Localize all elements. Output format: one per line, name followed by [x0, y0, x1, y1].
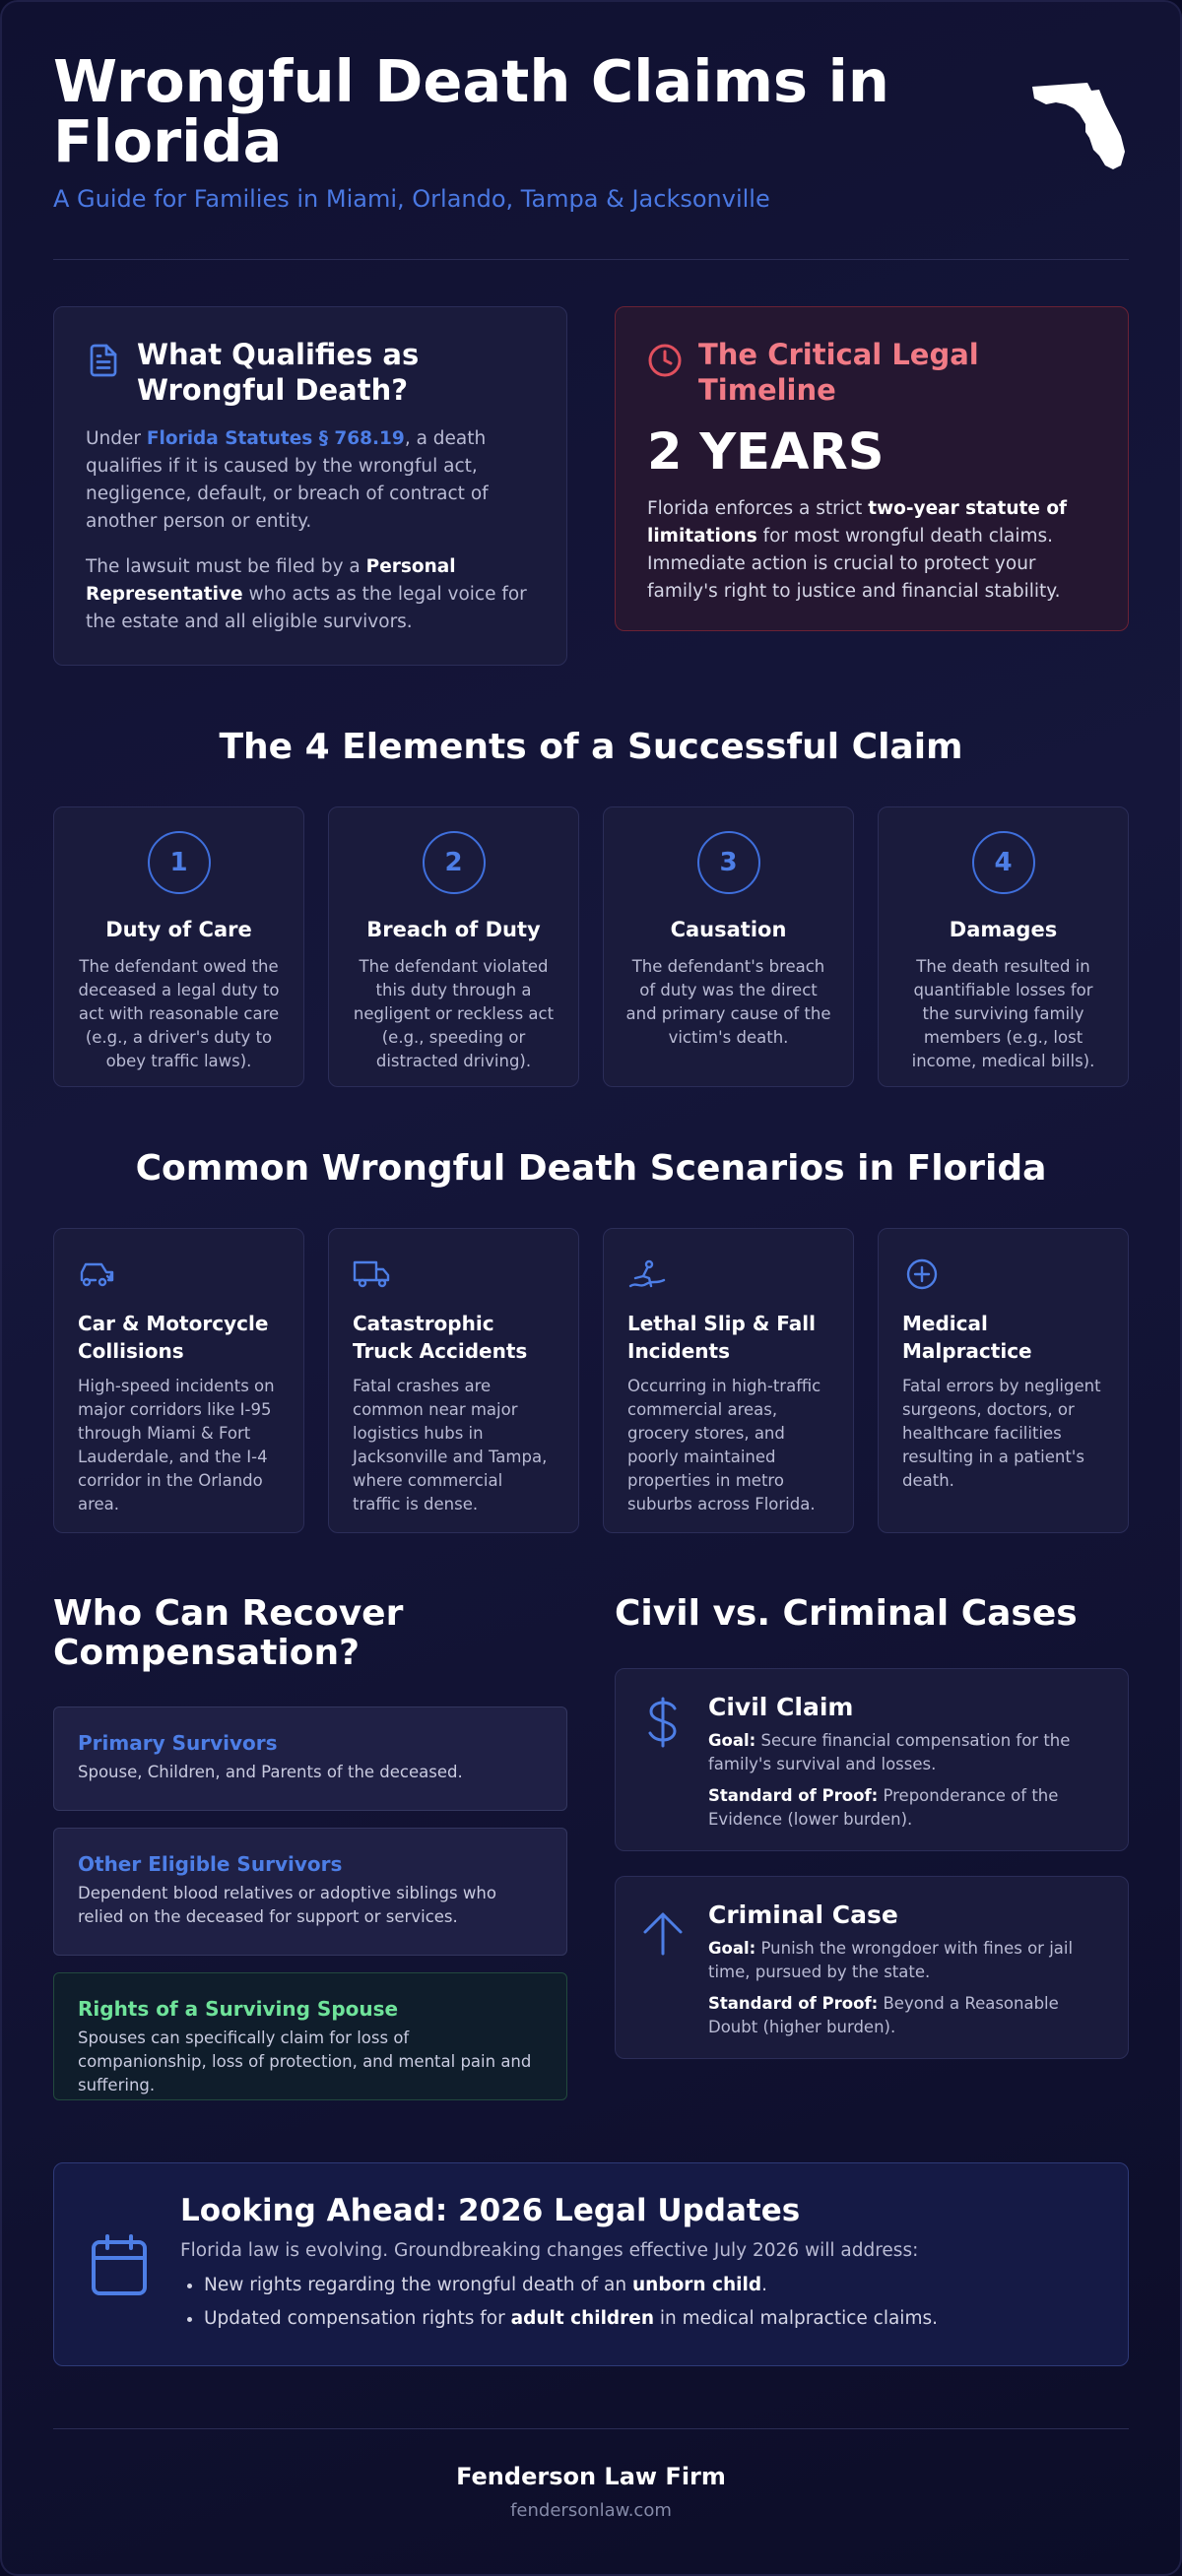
looking-ahead-card: [53, 2162, 1129, 2366]
civil-claim-card: [615, 1668, 1129, 1851]
statute-link[interactable]: Florida Statutes § 768.19: [146, 428, 405, 449]
list-item-pre: Updated compensation rights for: [204, 2308, 511, 2329]
qualifies-text-1: [86, 425, 535, 536]
scenario-card: [603, 1228, 854, 1533]
intro-row: [53, 306, 1129, 666]
arrow-up-icon: [641, 1902, 685, 1958]
looking-ahead-list: [180, 2269, 938, 2336]
footer: [53, 2428, 1129, 2521]
criminal-case-title: Criminal Case: [708, 1900, 898, 1929]
florida-map-icon: [1030, 77, 1129, 175]
page-subtitle: A Guide for Families in Miami, Orlando, Tampa & Jacksonville: [53, 185, 770, 213]
firm-name: Fenderson Law Firm: [456, 2463, 726, 2490]
timeline-big-value: 2 YEARS: [647, 423, 885, 482]
goal-label: Goal:: [708, 1939, 756, 1958]
survivor-desc: Spouses can specifically claim for loss of companionship, loss of protection, and mental pain and suffering.: [78, 2029, 532, 2094]
personal-representative: Personal Representative: [86, 556, 456, 605]
criminal-goal: [708, 1937, 1104, 1984]
timeline-text-post: for most wrongful death claims. Immediate action is crucial to protect your family's right to justice and financial stability.: [647, 526, 1061, 602]
scenario-title: Catastrophic Truck Accidents: [353, 1312, 528, 1363]
civil-proof: [708, 1784, 1104, 1832]
scenario-title: Lethal Slip & Fall Incidents: [627, 1312, 816, 1363]
survivor-card-spouse: [53, 1972, 567, 2100]
goal-text: Secure financial compensation for the family's survival and losses.: [708, 1731, 1071, 1773]
list-item-bold: adult children: [510, 2308, 655, 2329]
calendar-icon: [90, 2232, 149, 2297]
goal-text: Punish the wrongdoer with fines or jail time, pursued by the state.: [708, 1939, 1074, 1981]
list-item: [204, 2269, 938, 2302]
qualifies-card: [53, 306, 567, 666]
element-title: Duty of Care: [105, 918, 252, 941]
element-number: 4: [972, 831, 1035, 894]
scenario-desc: Fatal errors by negligent surgeons, doctors, or healthcare facilities resulting in a patient's death.: [902, 1377, 1101, 1490]
element-title: Breach of Duty: [366, 918, 541, 941]
survivor-title: Rights of a Surviving Spouse: [78, 1997, 399, 2021]
elements-title: The 4 Elements of a Successful Claim: [219, 727, 963, 767]
criminal-case-body: [708, 1900, 1104, 2034]
medical-plus-icon: [902, 1256, 942, 1292]
civil-claim-title: Civil Claim: [708, 1693, 854, 1721]
qualifies-text-2-post: who acts as the legal voice for the estate and all eligible survivors.: [86, 584, 527, 632]
criminal-proof: [708, 1992, 1104, 2039]
element-desc: The defendant's breach of duty was the direct and primary cause of the victim's death.: [625, 957, 831, 1047]
scenario-title: Medical Malpractice: [902, 1312, 1032, 1363]
website-link[interactable]: fendersonlaw.com: [510, 2500, 672, 2521]
document-icon: [86, 343, 121, 378]
page-title: Wrongful Death Claims in Florida: [53, 47, 889, 175]
timeline-card: [615, 306, 1129, 631]
list-item-post: in medical malpractice claims.: [654, 2308, 938, 2329]
timeline-title: The Critical Legal Timeline: [698, 338, 979, 407]
scenario-desc: High-speed incidents on major corridors like I-95 through Miami & Fort Lauderdale, and the I-4 corridor in the Orlando area.: [78, 1377, 275, 1513]
survivor-card-other: [53, 1828, 567, 1956]
survivor-title: Other Eligible Survivors: [78, 1852, 343, 1876]
element-title: Causation: [670, 918, 787, 941]
recover-column: [53, 1594, 567, 2100]
civil-criminal-column: [615, 1594, 1129, 2100]
header: [53, 2, 1129, 260]
criminal-case-card: [615, 1876, 1129, 2059]
list-item-bold: unborn child: [632, 2275, 762, 2295]
scenarios-title: Common Wrongful Death Scenarios in Florida: [135, 1148, 1047, 1189]
list-item-pre: New rights regarding the wrongful death of an: [204, 2275, 632, 2295]
element-desc: The defendant owed the deceased a legal duty to act with reasonable care (e.g., a driver's duty to obey traffic laws).: [78, 957, 280, 1070]
element-number: 1: [148, 831, 211, 894]
qualifies-text-1-pre: Under: [86, 428, 147, 449]
recover-civil-row: [53, 1594, 1129, 2100]
proof-text: Preponderance of the Evidence (lower burden).: [708, 1786, 1059, 1829]
scenarios-grid: [53, 1228, 1129, 1533]
civil-claim-body: [708, 1693, 1104, 1827]
scenario-card: [53, 1228, 304, 1533]
element-card: [53, 806, 304, 1087]
scenario-title: Car & Motorcycle Collisions: [78, 1312, 269, 1363]
proof-text: Beyond a Reasonable Doubt (higher burden).: [708, 1994, 1059, 2036]
timeline-text-bold: two-year statute of limitations: [647, 498, 1068, 547]
qualifies-text-1-post: , a death qualifies if it is caused by the wrongful act, negligence, default, or breach of contract of another person or entity.: [86, 428, 489, 532]
qualifies-text-2-pre: The lawsuit must be filed by a: [86, 556, 366, 577]
car-crash-icon: [78, 1256, 117, 1292]
list-item: [204, 2302, 938, 2336]
element-desc: The death resulted in quantifiable losses for the surviving family members (e.g., lost income, medical bills).: [911, 957, 1095, 1070]
survivor-desc: Spouse, Children, and Parents of the deceased.: [78, 1763, 463, 1781]
scenario-desc: Fatal crashes are common near major logistics hubs in Jacksonville and Tampa, where commercial traffic is dense.: [353, 1377, 548, 1513]
list-item-post: .: [761, 2275, 767, 2295]
element-number: 2: [423, 831, 486, 894]
proof-label: Standard of Proof:: [708, 1994, 879, 2013]
scenario-desc: Occurring in high-traffic commercial areas, grocery stores, and poorly maintained properties in metro suburbs across Florida.: [627, 1377, 821, 1513]
qualifies-text-2: [86, 553, 535, 636]
looking-ahead-body: [180, 2193, 938, 2336]
survivor-desc: Dependent blood relatives or adoptive siblings who relied on the deceased for support or services.: [78, 1884, 496, 1926]
recover-title: Who Can Recover Compensation?: [53, 1593, 404, 1673]
slip-fall-icon: [627, 1256, 667, 1292]
clock-icon: [647, 343, 683, 378]
timeline-text: [647, 495, 1096, 606]
elements-grid: [53, 806, 1129, 1087]
element-card: [603, 806, 854, 1087]
element-number: 3: [697, 831, 760, 894]
timeline-text-pre: Florida enforces a strict: [647, 498, 869, 519]
scenario-card: [878, 1228, 1129, 1533]
scenario-card: [328, 1228, 579, 1533]
looking-ahead-title: Looking Ahead: 2026 Legal Updates: [180, 2193, 801, 2228]
survivor-title: Primary Survivors: [78, 1731, 278, 1755]
truck-icon: [353, 1256, 392, 1292]
element-desc: The defendant violated this duty through a negligent or reckless act (e.g., speeding or distracted driving).: [353, 957, 555, 1070]
qualifies-header: [86, 337, 535, 408]
survivor-card-primary: [53, 1707, 567, 1811]
element-card: [328, 806, 579, 1087]
qualifies-title: What Qualifies as Wrongful Death?: [137, 338, 420, 407]
civil-goal: [708, 1729, 1104, 1776]
looking-ahead-intro: Florida law is evolving. Groundbreaking changes effective July 2026 will address:: [180, 2240, 919, 2261]
civil-criminal-title: Civil vs. Criminal Cases: [615, 1593, 1078, 1634]
timeline-header: [647, 337, 1096, 408]
element-title: Damages: [949, 918, 1058, 941]
proof-label: Standard of Proof:: [708, 1786, 879, 1805]
goal-label: Goal:: [708, 1731, 756, 1750]
element-card: [878, 806, 1129, 1087]
dollar-icon: [641, 1695, 685, 1750]
